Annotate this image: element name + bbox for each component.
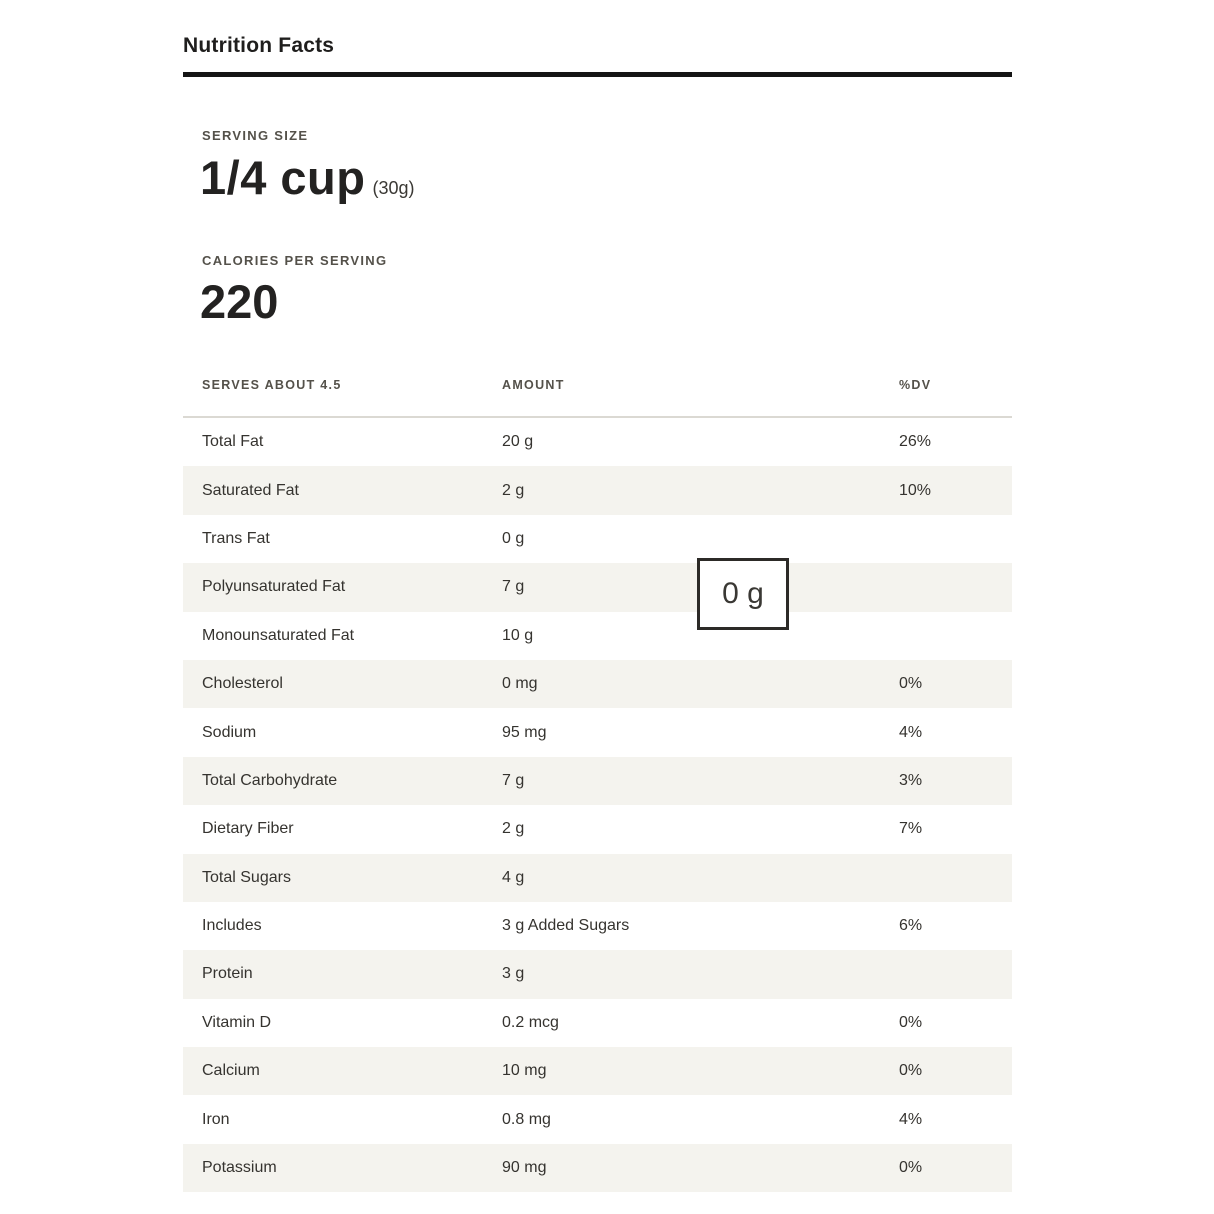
nutrient-dv: 4% — [899, 1110, 923, 1128]
table-body — [183, 418, 1012, 1192]
nutrient-amount: 20 g — [502, 433, 534, 451]
column-header-dv: %DV — [899, 378, 932, 392]
nutrient-name: Cholesterol — [202, 675, 283, 693]
nutrient-name: Dietary Fiber — [202, 820, 294, 838]
serving-size-label: SERVING SIZE — [202, 128, 309, 143]
table-row — [183, 1095, 1012, 1143]
nutrient-amount: 0.2 mcg — [502, 1013, 559, 1031]
column-header-serves: SERVES ABOUT 4.5 — [202, 378, 342, 392]
nutrient-amount: 7 g — [502, 578, 525, 596]
nutrient-name: Saturated Fat — [202, 481, 299, 499]
serving-size-amount: 1/4 cup — [200, 151, 366, 204]
nutrient-amount: 0.8 mg — [502, 1110, 551, 1128]
table-row — [183, 418, 1012, 466]
table-row — [183, 854, 1012, 902]
nutrient-name: Vitamin D — [202, 1013, 272, 1031]
nutrient-amount: 3 g Added Sugars — [502, 917, 630, 935]
table-row — [183, 660, 1012, 708]
calories-value: 220 — [200, 275, 279, 328]
nutrient-dv: 6% — [899, 917, 923, 935]
table-row — [183, 999, 1012, 1047]
nutrient-name: Trans Fat — [202, 529, 270, 547]
nutrient-amount: 3 g — [502, 965, 525, 983]
table-row — [183, 515, 1012, 563]
nutrient-amount: 0 mg — [502, 675, 538, 693]
nutrient-dv: 3% — [899, 771, 923, 789]
nutrient-amount: 10 mg — [502, 1062, 547, 1080]
nutrient-name: Calcium — [202, 1062, 260, 1080]
nutrient-amount: 7 g — [502, 771, 525, 789]
nutrient-name: Total Carbohydrate — [202, 771, 338, 789]
nutrient-amount: 2 g — [502, 481, 525, 499]
table-row — [183, 612, 1012, 660]
nutrient-name: Polyunsaturated Fat — [202, 578, 346, 596]
nutrient-dv: 0% — [899, 675, 923, 693]
nutrient-amount: 4 g — [502, 868, 525, 886]
nutrient-name: Monounsaturated Fat — [202, 626, 355, 644]
nutrient-dv: 0% — [899, 1013, 923, 1031]
serving-size-value — [200, 150, 414, 205]
table-row — [183, 757, 1012, 805]
table-row — [183, 563, 1012, 611]
nutrient-name: Iron — [202, 1110, 230, 1128]
title-divider — [183, 72, 1012, 77]
nutrient-name: Includes — [202, 917, 262, 935]
table-row — [183, 708, 1012, 756]
nutrient-dv: 7% — [899, 820, 923, 838]
drag-answer-tile[interactable]: 0 g — [697, 558, 789, 630]
nutrition-table — [183, 378, 1012, 1192]
table-row — [183, 902, 1012, 950]
nutrient-name: Potassium — [202, 1159, 277, 1177]
table-row — [183, 805, 1012, 853]
nutrient-amount: 95 mg — [502, 723, 547, 741]
nutrient-amount: 10 g — [502, 626, 534, 644]
table-row — [183, 1144, 1012, 1192]
table-header-row — [183, 378, 1012, 418]
nutrient-amount: 2 g — [502, 820, 525, 838]
nutrient-amount: 90 mg — [502, 1159, 547, 1177]
nutrient-name: Total Fat — [202, 433, 264, 451]
column-header-amount: AMOUNT — [502, 378, 565, 392]
table-row — [183, 950, 1012, 998]
table-row — [183, 1047, 1012, 1095]
nutrient-dv: 0% — [899, 1159, 923, 1177]
nutrient-dv: 10% — [899, 481, 932, 499]
nutrient-name: Sodium — [202, 723, 257, 741]
nutrient-dv: 0% — [899, 1062, 923, 1080]
nutrient-amount: 0 g — [502, 529, 525, 547]
page-title: Nutrition Facts — [183, 34, 335, 57]
calories-label: CALORIES PER SERVING — [202, 253, 388, 268]
serving-size-weight: (30g) — [372, 178, 415, 198]
nutrient-dv: 26% — [899, 433, 932, 451]
nutrient-name: Total Sugars — [202, 868, 291, 886]
nutrient-dv: 4% — [899, 723, 923, 741]
table-row — [183, 466, 1012, 514]
nutrient-name: Protein — [202, 965, 253, 983]
